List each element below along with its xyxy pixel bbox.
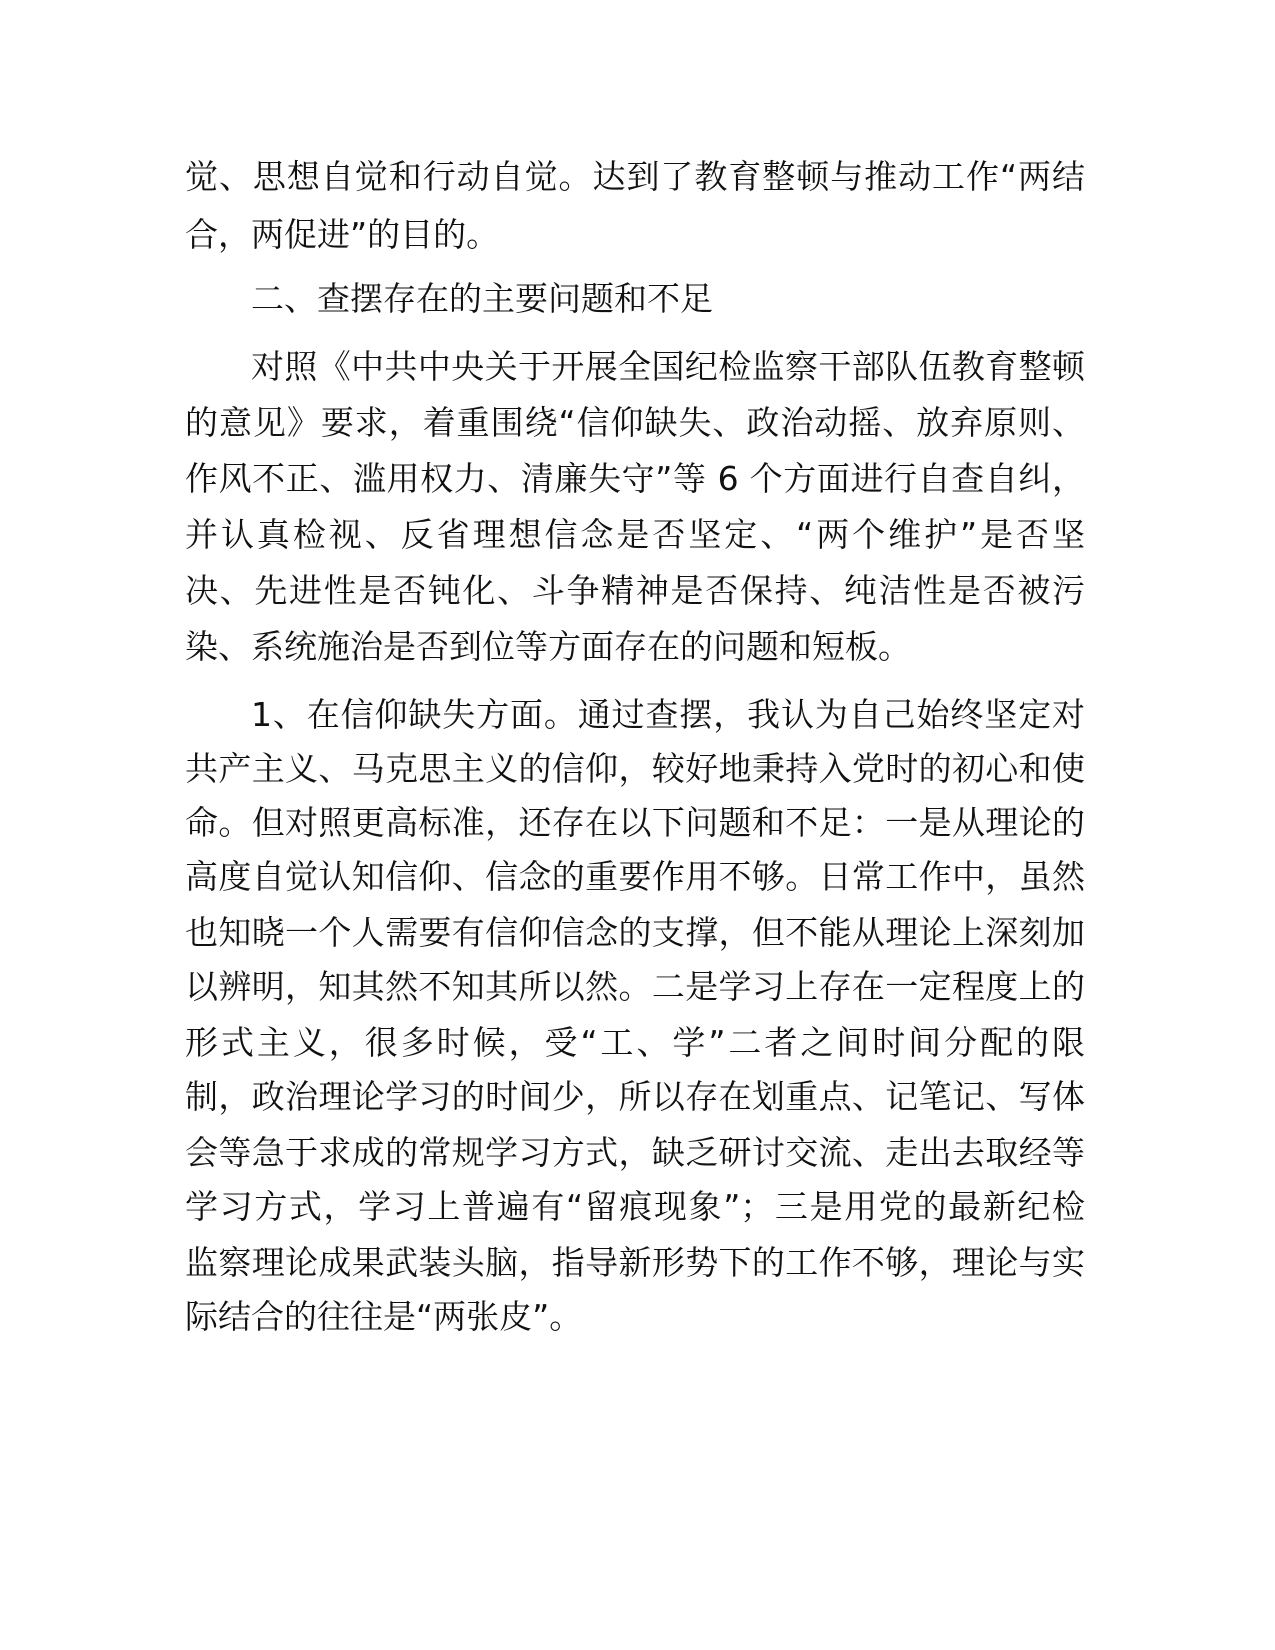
text-line: 会等急于求成的常规学习方式，缺乏研讨交流、走出去取经等 bbox=[185, 1133, 1085, 1172]
text-line: 并认真检视、反省理想信念是否坚定、“两个维护”是否坚 bbox=[185, 515, 1085, 554]
text-line: 形式主义，很多时候，受“工、学”二者之间时间分配的限 bbox=[185, 1023, 1085, 1062]
text-line: 觉、思想自觉和行动自觉。达到了教育整顿与推动工作“两结 bbox=[185, 157, 1085, 196]
text-line: 高度自觉认知信仰、信念的重要作用不够。日常工作中，虽然 bbox=[185, 857, 1085, 896]
text-line: 制，政治理论学习的时间少，所以存在划重点、记笔记、写体 bbox=[185, 1077, 1085, 1116]
text-line: 共产主义、马克思主义的信仰，较好地秉持入党时的初心和使 bbox=[185, 749, 1085, 788]
text-line: 对照《中共中央关于开展全国纪检监察干部队伍教育整顿 bbox=[251, 347, 1085, 386]
text-line: 以辨明，知其然不知其所以然。二是学习上存在一定程度上的 bbox=[185, 967, 1085, 1006]
text-line: 作风不正、滥用权力、清廉失守”等 6 个方面进行自查自纠， bbox=[185, 459, 1085, 498]
text-line: 染、系统施治是否到位等方面存在的问题和短板。 bbox=[185, 627, 911, 666]
text-line: 际结合的往往是“两张皮”。 bbox=[185, 1297, 583, 1336]
text-line: 的意见》要求，着重围绕“信仰缺失、政治动摇、放弃原则、 bbox=[185, 403, 1085, 442]
text-line: 合，两促进”的目的。 bbox=[185, 215, 500, 254]
text-line: 监察理论成果武装头脑，指导新形势下的工作不够，理论与实 bbox=[185, 1243, 1085, 1282]
text-line: 1、在信仰缺失方面。通过查摆，我认为自己始终坚定对 bbox=[251, 695, 1085, 734]
text-line: 决、先进性是否钝化、斗争精神是否保持、纯洁性是否被污 bbox=[185, 571, 1085, 610]
text-line: 学习方式，学习上普遍有“留痕现象”；三是用党的最新纪检 bbox=[185, 1187, 1085, 1226]
text-line: 也知晓一个人需要有信仰信念的支撑，但不能从理论上深刻加 bbox=[185, 913, 1085, 952]
text-line: 命。但对照更高标准，还存在以下问题和不足：一是从理论的 bbox=[185, 803, 1085, 842]
section-heading: 二、查摆存在的主要问题和不足 bbox=[251, 279, 713, 318]
